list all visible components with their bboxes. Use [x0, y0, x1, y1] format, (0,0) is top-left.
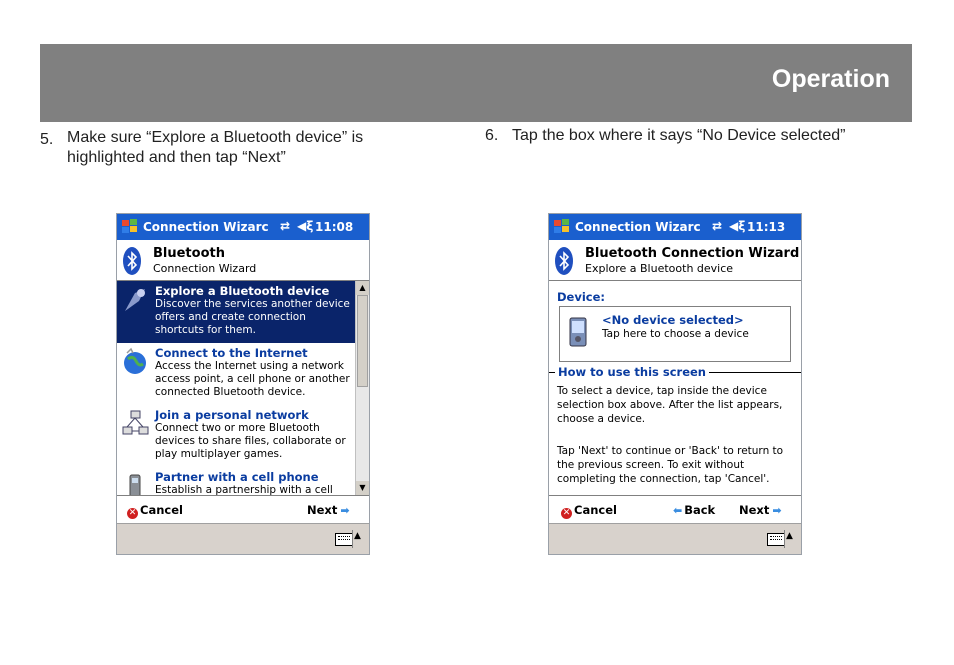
- step-text-line: highlighted and then tap “Next”: [67, 149, 286, 166]
- device-selection-box[interactable]: [559, 306, 791, 362]
- sync-icon[interactable]: ⇄: [712, 219, 723, 233]
- step-text: Tap the box where it says “No Device selected”: [512, 127, 846, 144]
- explore-icon: [121, 285, 149, 315]
- step-number: 6.: [485, 127, 499, 144]
- option-description: Access the Internet using a network access point, a cell phone or another connected Bluetooth device.: [155, 360, 350, 398]
- next-label: Next: [307, 503, 338, 517]
- step-text-line: Make sure “Explore a Bluetooth device” is: [67, 129, 364, 146]
- divider: [784, 530, 785, 548]
- clock[interactable]: 11:08: [315, 220, 354, 234]
- option-explore-device[interactable]: [117, 281, 355, 343]
- wizard-header: [549, 240, 801, 281]
- back-arrow-icon: ⬅: [673, 504, 683, 517]
- next-arrow-icon: ➡: [772, 504, 782, 517]
- option-title: Connect to the Internet: [155, 346, 308, 360]
- command-bar: [549, 495, 801, 524]
- wizard-options-list: [117, 281, 355, 495]
- keyboard-icon[interactable]: [335, 533, 353, 546]
- volume-icon[interactable]: ◀ξ: [297, 219, 314, 233]
- screenshot-connection-wizard-list: [116, 213, 370, 555]
- windows-start-icon[interactable]: [120, 217, 140, 237]
- howto-title: How to use this screen: [555, 365, 709, 379]
- header-title: Bluetooth: [153, 246, 225, 261]
- option-title: Explore a Bluetooth device: [155, 284, 330, 298]
- option-partner-phone[interactable]: [117, 467, 355, 495]
- step-number: 5.: [40, 131, 54, 148]
- next-button[interactable]: [307, 503, 350, 517]
- input-menu-arrow-icon[interactable]: ▲: [354, 531, 361, 541]
- window-title: Connection Wizarc: [143, 220, 269, 234]
- step-5: [40, 128, 440, 172]
- next-arrow-icon: ➡: [340, 504, 350, 517]
- howto-paragraph: To select a device, tap inside the device selection box above. After the list appears, choose a device.: [557, 385, 783, 425]
- header-subtitle: Connection Wizard: [153, 262, 257, 275]
- header-title: Bluetooth Connection Wizard: [585, 246, 800, 261]
- back-label: Back: [684, 503, 716, 517]
- cancel-button[interactable]: [127, 503, 183, 519]
- device-label: Device:: [557, 290, 605, 304]
- cancel-icon: ✕: [128, 508, 137, 518]
- input-panel-bar: [117, 523, 369, 555]
- cancel-button[interactable]: [561, 503, 617, 519]
- step-6: [485, 126, 925, 148]
- header-banner: [40, 44, 912, 122]
- divider: [352, 530, 353, 548]
- input-menu-arrow-icon[interactable]: ▲: [786, 531, 793, 541]
- howto-paragraph: Tap 'Next' to continue or 'Back' to return to the previous screen. To exit without completing the connection, tap 'Cancel'.: [557, 445, 784, 485]
- phone-icon: [121, 471, 149, 495]
- input-panel-bar: [549, 523, 801, 555]
- section-title: Operation: [771, 65, 890, 93]
- title-bar: [117, 214, 369, 240]
- pda-device-icon: [566, 316, 592, 350]
- scroll-thumb[interactable]: [357, 295, 368, 387]
- bluetooth-icon: [555, 247, 573, 275]
- title-bar: [549, 214, 801, 240]
- option-description: Establish a partnership with a cell: [155, 484, 333, 495]
- step-text: [67, 128, 363, 168]
- keyboard-icon[interactable]: [767, 533, 785, 546]
- window-title: Connection Wizarc: [575, 220, 701, 234]
- option-title: Partner with a cell phone: [155, 470, 319, 484]
- header-subtitle: Explore a Bluetooth device: [585, 262, 734, 275]
- sync-icon[interactable]: ⇄: [280, 219, 291, 233]
- device-selection-value: <No device selected>: [602, 313, 744, 327]
- next-label: Next: [739, 503, 770, 517]
- windows-start-icon[interactable]: [552, 217, 572, 237]
- device-selection-hint: Tap here to choose a device: [602, 328, 749, 340]
- command-bar: [117, 495, 369, 524]
- cancel-label: Cancel: [140, 503, 183, 517]
- next-button[interactable]: [739, 503, 782, 517]
- option-personal-network[interactable]: [117, 405, 355, 467]
- volume-icon[interactable]: ◀ξ: [729, 219, 746, 233]
- internet-icon: [121, 347, 149, 377]
- back-button[interactable]: [673, 503, 715, 517]
- screenshot-connection-wizard-device: [548, 213, 802, 555]
- list-scrollbar[interactable]: [355, 281, 370, 495]
- option-description: Discover the services another device offers and create connection shortcuts for them.: [155, 298, 350, 336]
- cancel-label: Cancel: [574, 503, 617, 517]
- option-connect-internet[interactable]: [117, 343, 355, 405]
- cancel-icon: ✕: [562, 508, 571, 518]
- scroll-down-arrow-icon[interactable]: ▼: [356, 481, 369, 495]
- option-description: Connect two or more Bluetooth devices to share files, collaborate or play multiplayer games.: [155, 422, 346, 460]
- bluetooth-icon: [123, 247, 141, 275]
- wizard-header: [117, 240, 369, 281]
- scroll-up-arrow-icon[interactable]: ▲: [356, 281, 369, 295]
- clock[interactable]: 11:13: [747, 220, 786, 234]
- network-icon: [121, 409, 149, 439]
- option-title: Join a personal network: [155, 408, 309, 422]
